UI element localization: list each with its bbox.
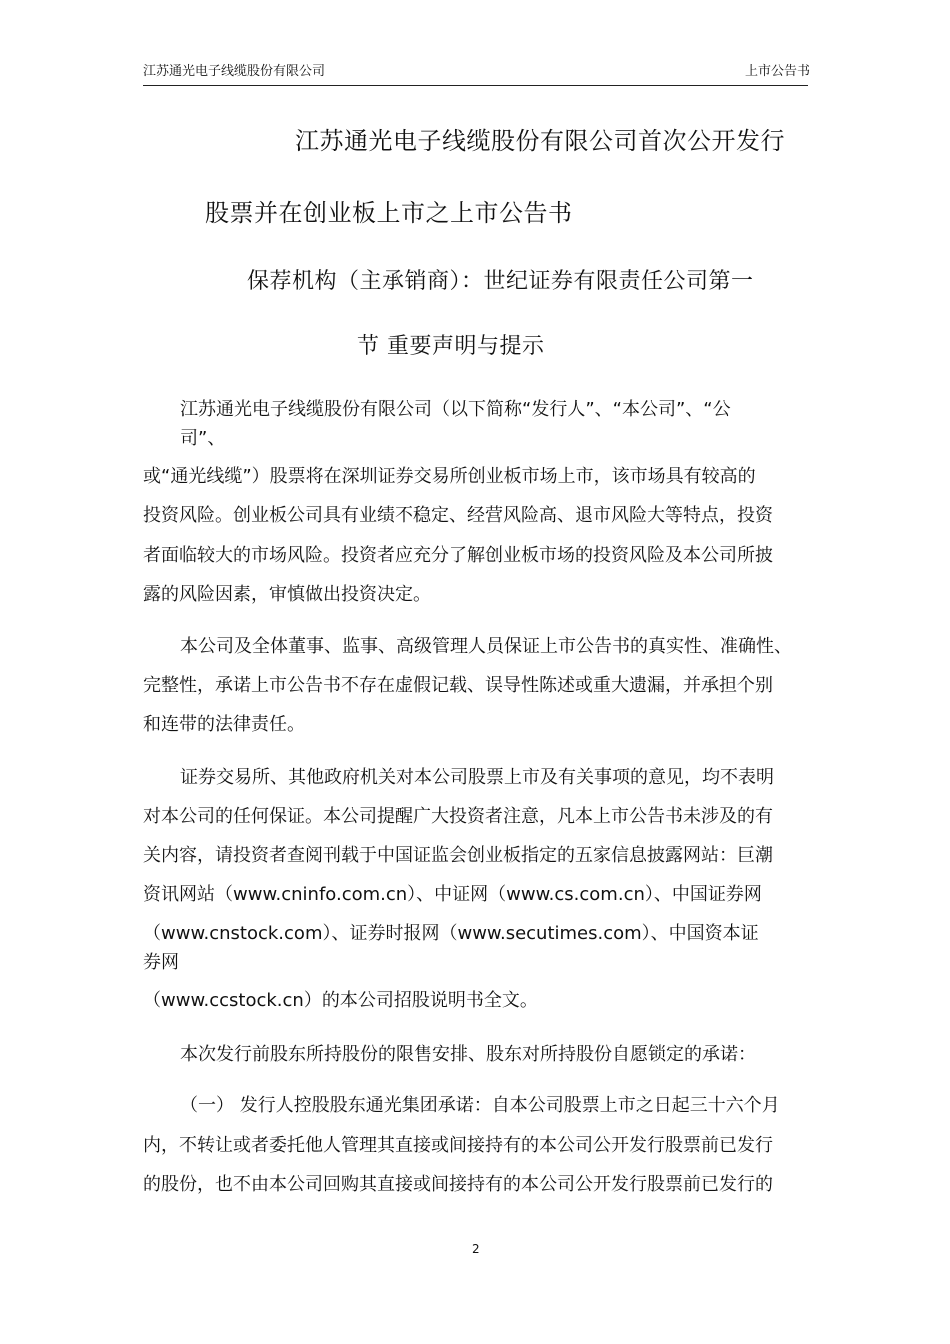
text-line: 证券交易所、其他政府机关对本公司股票上市及有关事项的意见，均不表明 — [180, 767, 774, 788]
header-rule — [143, 85, 808, 86]
text-line: 或“通光线缆”）股票将在深圳证券交易所创业板市场上市，该市场具有较高的 — [143, 466, 756, 487]
text-line: 司”、 — [180, 428, 226, 449]
header-company: 江苏通光电子线缆股份有限公司 — [143, 64, 326, 79]
text-line: 本次发行前股东所持股份的限售安排、股东对所持股份自愿锁定的承诺： — [180, 1044, 756, 1065]
text-line: （www.cnstock.com）、证券时报网（www.secutimes.com）、中国资本证 — [143, 923, 759, 944]
text-line: 投资风险。创业板公司具有业绩不稳定、经营风险高、退市风险大等特点，投资 — [143, 505, 773, 526]
text-line: 对本公司的任何保证。本公司提醒广大投资者注意，凡本上市公告书未涉及的有 — [143, 806, 773, 827]
title-line-1: 江苏通光电子线缆股份有限公司首次公开发行 — [295, 127, 785, 155]
section-heading: 节 重要声明与提示 — [357, 334, 545, 359]
text-line: 的股份，也不由本公司回购其直接或间接持有的本公司公开发行股票前已发行的 — [143, 1174, 773, 1195]
sponsor-line: 保荐机构（主承销商）：世纪证券有限责任公司第一 — [247, 269, 754, 294]
page-number: 2 — [472, 1242, 480, 1256]
text-line: 券网 — [143, 952, 179, 973]
text-line: 和连带的法律责任。 — [143, 714, 305, 735]
text-line: 资讯网站（www.cninfo.com.cn）、中证网（www.cs.com.cn）、中国证券网 — [143, 884, 762, 905]
title-line-2: 股票并在创业板上市之上市公告书 — [205, 199, 573, 227]
text-line: 本公司及全体董事、监事、高级管理人员保证上市公告书的真实性、准确性、 — [180, 636, 792, 657]
header-doc-type: 上市公告书 — [744, 64, 810, 79]
text-line: 江苏通光电子线缆股份有限公司（以下简称“发行人”、“本公司”、“公 — [180, 399, 731, 420]
text-line: （一） 发行人控股股东通光集团承诺：自本公司股票上市之日起三十六个月 — [180, 1095, 780, 1116]
text-line: 者面临较大的市场风险。投资者应充分了解创业板市场的投资风险及本公司所披 — [143, 545, 773, 566]
text-line: 内，不转让或者委托他人管理其直接或间接持有的本公司公开发行股票前已发行 — [143, 1135, 773, 1156]
text-line: 关内容，请投资者查阅刊载于中国证监会创业板指定的五家信息披露网站：巨潮 — [143, 845, 773, 866]
text-line: （www.ccstock.cn）的本公司招股说明书全文。 — [143, 990, 538, 1011]
text-line: 露的风险因素，审慎做出投资决定。 — [143, 584, 431, 605]
text-line: 完整性，承诺上市公告书不存在虚假记载、误导性陈述或重大遗漏，并承担个别 — [143, 675, 773, 696]
